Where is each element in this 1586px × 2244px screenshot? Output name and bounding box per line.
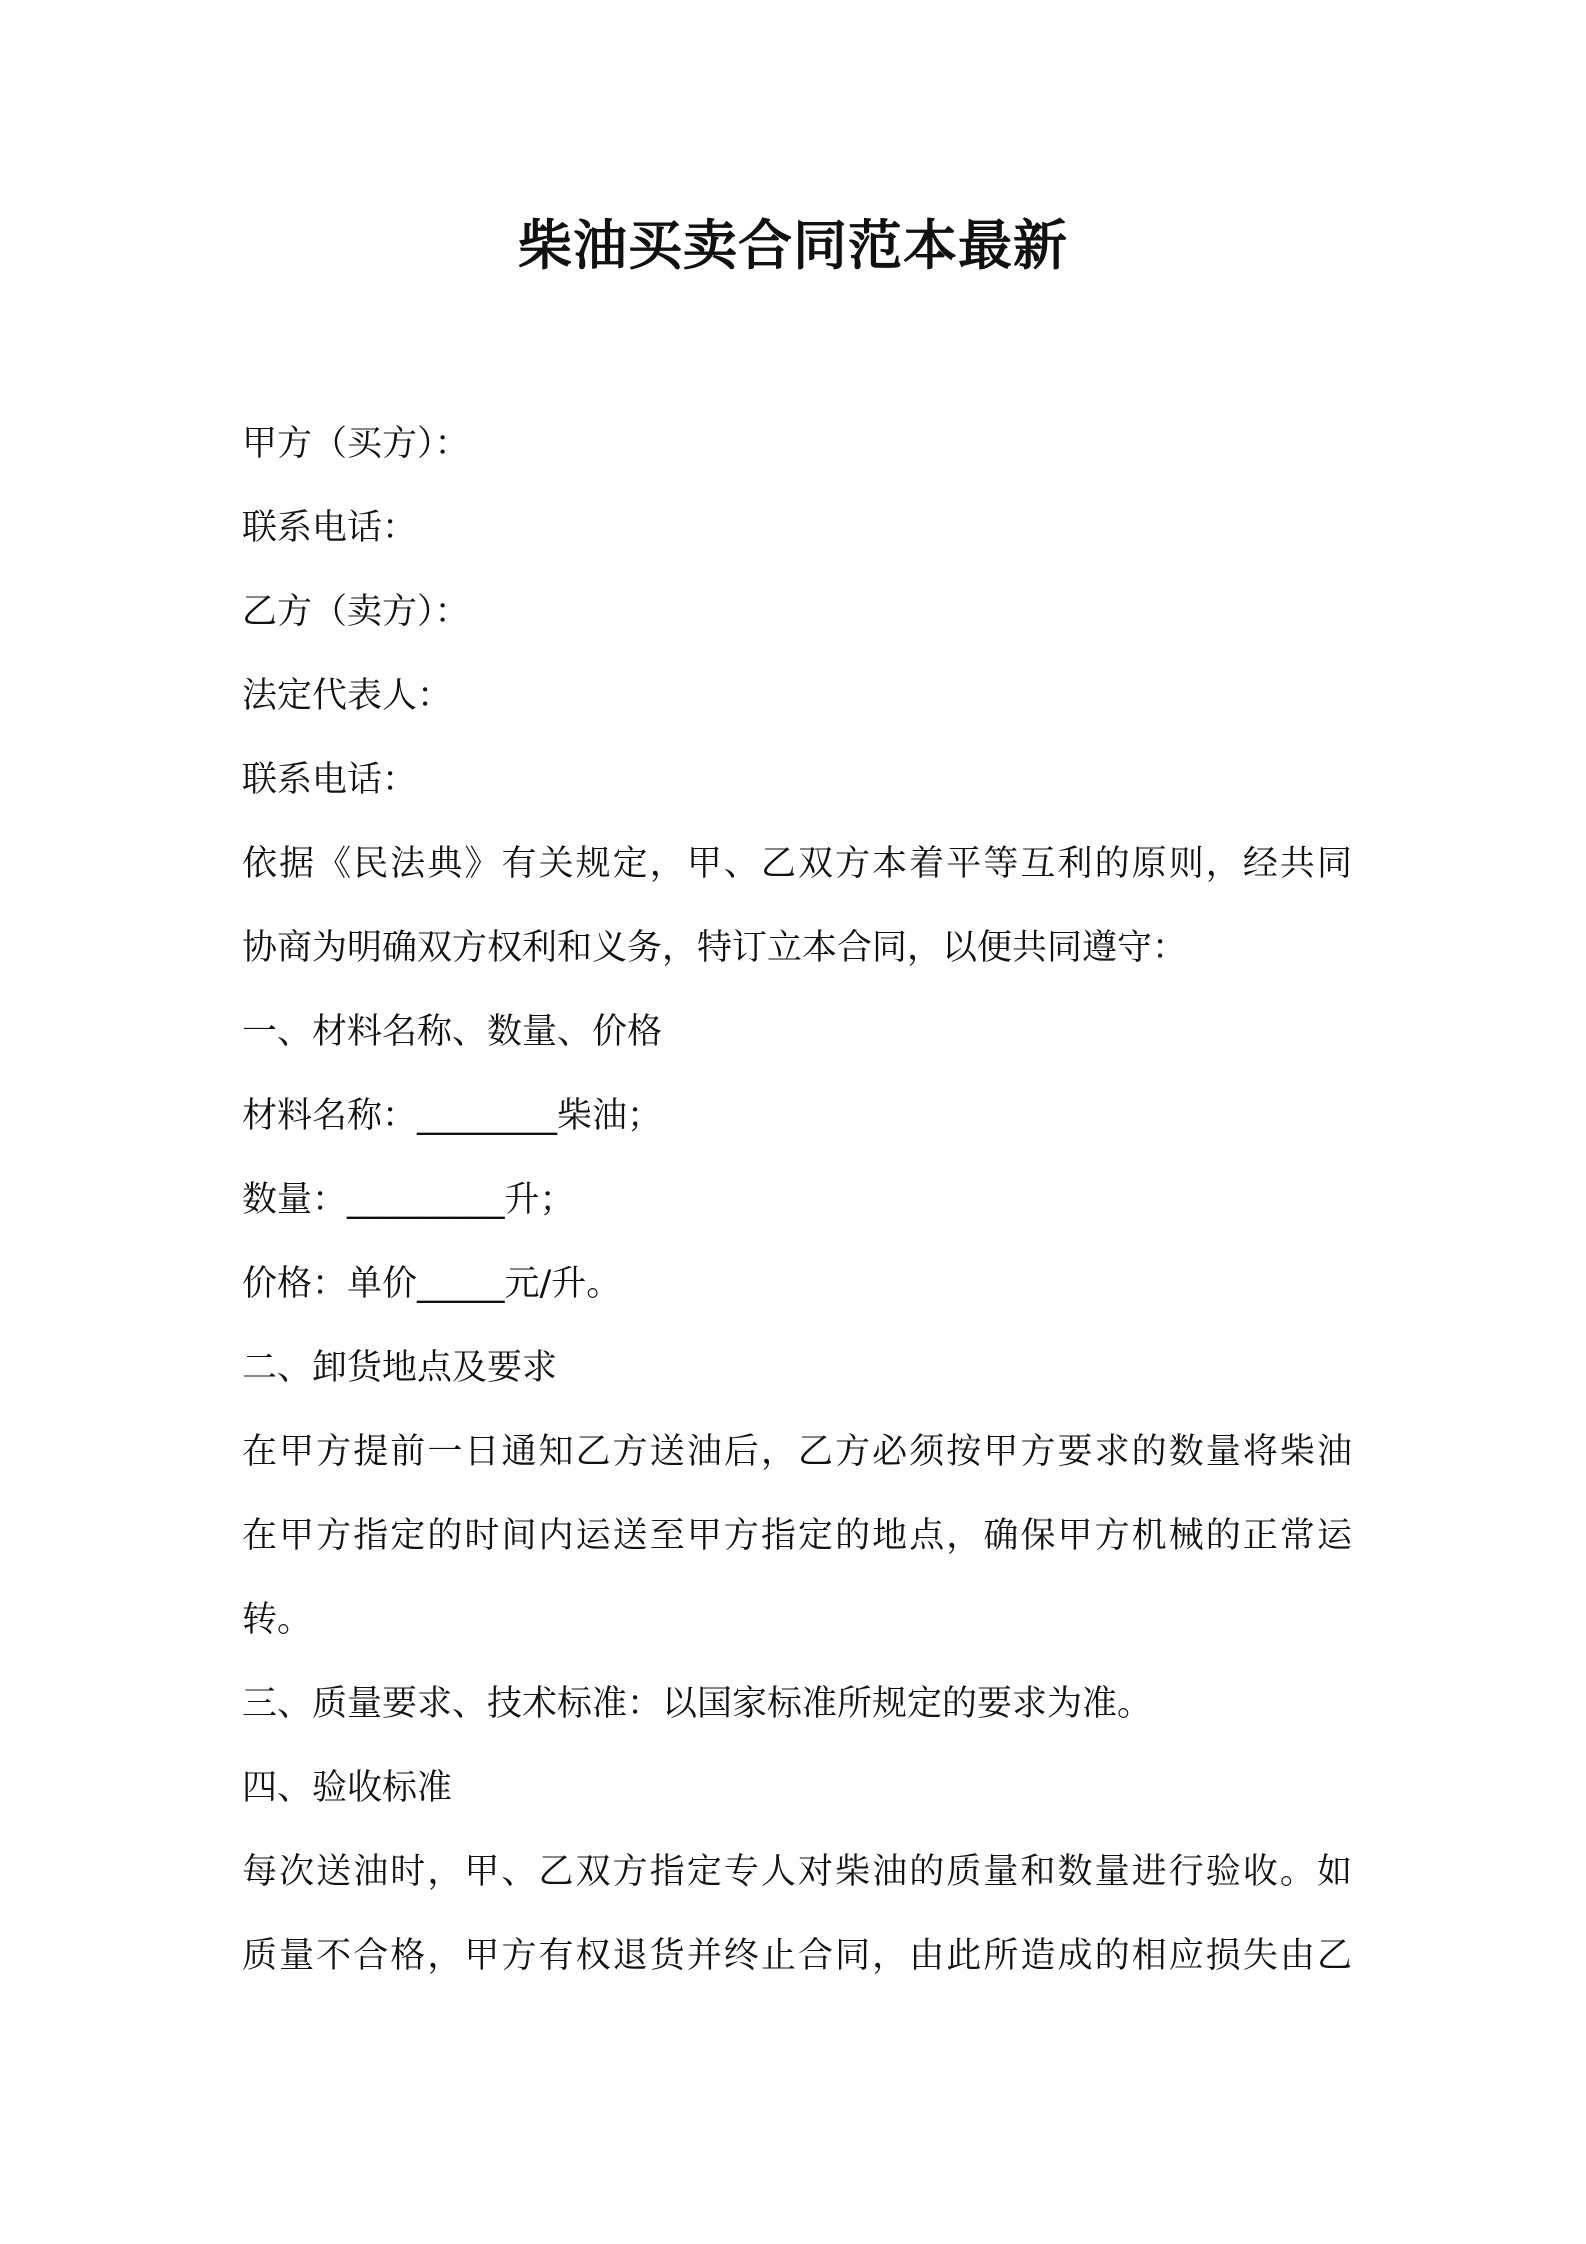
section-4-heading: 四、验收标准: [242, 1768, 453, 1808]
section-3-heading: 三、质量要求、技术标准：以国家标准所规定的要求为准。: [242, 1684, 1153, 1724]
legal-representative-line: 法定代表人：: [242, 676, 453, 716]
party-a-phone-line: 联系电话：: [242, 508, 418, 548]
material-name-line: 材料名称：________柴油；: [242, 1096, 663, 1136]
preamble-line-2: 协商为明确双方权利和义务，特订立本合同，以便共同遵守：: [242, 928, 1188, 968]
price-line: 价格：单价_____元/升。: [242, 1264, 622, 1304]
party-b-seller-line: 乙方（卖方）：: [242, 592, 470, 632]
section-2-heading: 二、卸货地点及要求: [242, 1348, 558, 1388]
document-title: 柴油买卖合同范本最新: [518, 214, 1068, 277]
section-2-text-line-3: 转。: [242, 1600, 313, 1640]
section-4-text-line-2: 质量不合格，甲方有权退货并终止合同，由此所造成的相应损失由乙: [242, 1936, 1352, 1976]
quantity-line: 数量：_________升；: [242, 1180, 575, 1220]
party-a-buyer-line: 甲方（买方）：: [242, 424, 470, 464]
document-body: [242, 402, 1352, 1998]
section-2-text-line-2: 在甲方指定的时间内运送至甲方指定的地点，确保甲方机械的正常运: [242, 1516, 1352, 1556]
section-2-text-line-1: 在甲方提前一日通知乙方送油后，乙方必须按甲方要求的数量将柴油: [242, 1432, 1352, 1472]
section-4-text-line-1: 每次送油时，甲、乙双方指定专人对柴油的质量和数量进行验收。如: [242, 1852, 1352, 1892]
party-b-phone-line: 联系电话：: [242, 760, 418, 800]
section-1-heading: 一、材料名称、数量、价格: [242, 1012, 663, 1052]
preamble-line-1: 依据《民法典》有关规定，甲、乙双方本着平等互利的原则，经共同: [242, 844, 1352, 884]
